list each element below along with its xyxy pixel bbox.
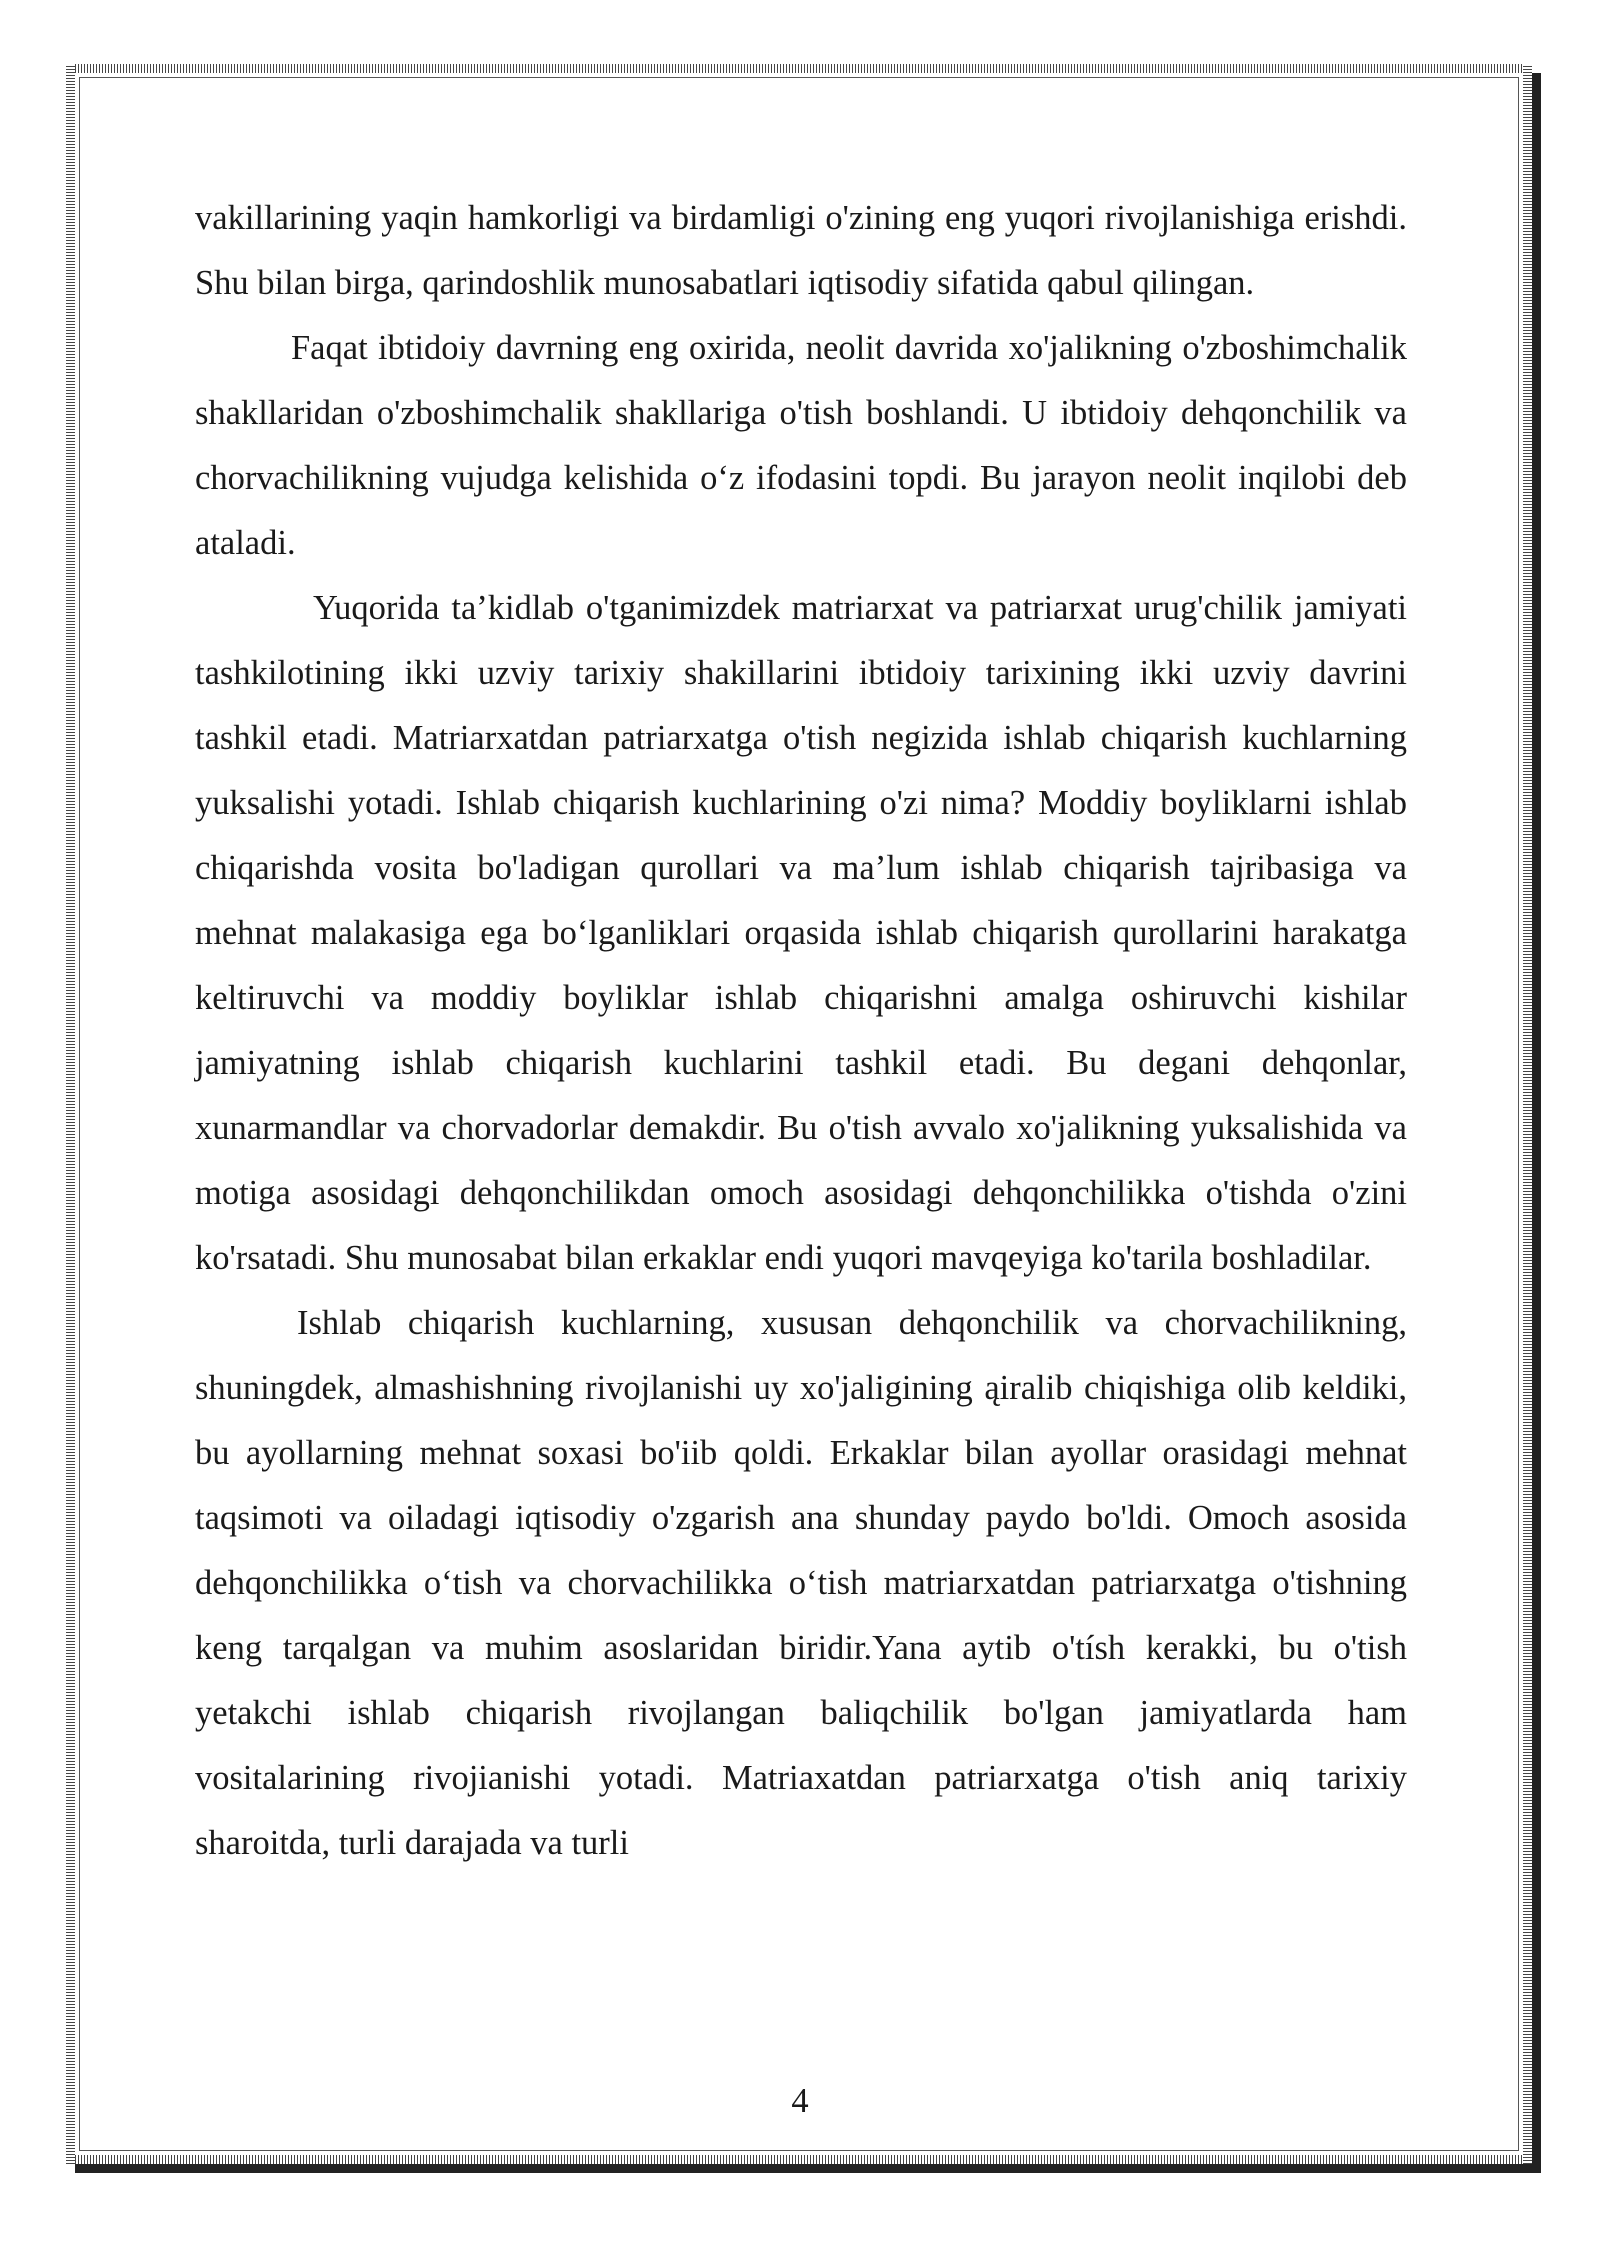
page-body (195, 186, 1407, 1876)
page-number: 4 (791, 2082, 809, 2120)
paragraph-1: vakillarining yaqin hamkorligi va birdamligi o'zining eng yuqori rivojlanishiga erishdi. Shu bilan birga, qarindoshlik munosabatlari iqtisodiy sifatida qabul qilingan. (195, 199, 1407, 302)
paragraph-2: Faqat ibtidoiy davrning eng oxirida, neolit davrida xo'jalikning o'zboshimchalik shakllaridan o'zboshimchalik shakllariga o'tish boshlandi. U ibtidoiy dehqonchilik va chorvachilikning vujudga kelishida o‘z ifodasini topdi. Bu jarayon neolit inqilobi deb ataladi. (195, 329, 1407, 562)
paragraph-4: Ishlab chiqarish kuchlarning, xususan dehqonchilik va chorvachilikning, shuningdek, almashishning rivojlanishi uy xo'jaligining ąiralib chiqishiga olib keldiki, bu ayollarning mehnat soxasi bo'iib qoldi. Erkaklar bilan ayollar orasidagi mehnat taqsimoti va oiladagi iqtisodiy o'zgarish ana shunday paydo bo'ldi. Omoch asosida dehqonchilikka o‘tish va chorvachilikka o‘tish matriarxatdan patriarxatga o'tishning keng tarqalgan va muhim asoslaridan biridir.Yana aytib o'tísh kerakki, bu o'tish yetakchi ishlab chiqarish rivojlangan baliqchilik bo'lgan jamiyatlarda ham vositalarining rivojianishi yotadi. Matriaxatdan patriarxatga o'tish aniq tarixiy sharoitda, turli darajada va turli (195, 1304, 1407, 1862)
paragraph-3: Yuqorida ta’kidlab o'tganimizdek matriarxat va patriarxat urug'chilik jamiyati tashkilotining ikki uzviy tarixiy shakillarini ibtidoiy tarixining ikki uzviy davrini tashkil etadi. Matriarxatdan patriarxatga o'tish negizida ishlab chiqarish kuchlarning yuksalishi yotadi. Ishlab chiqarish kuchlarining o'zi nima? Moddiy boyliklarni ishlab chiqarishda vosita bo'ladigan qurollari va ma’lum ishlab chiqarish tajribasiga va mehnat malakasiga ega bo‘lganliklari orqasida ishlab chiqarish qurollarini harakatga keltiruvchi va moddiy boyliklar ishlab chiqarishni amalga oshiruvchi kishilar jamiyatning ishlab chiqarish kuchlarini tashkil etadi. Bu degani dehqonlar, xunarmandlar va chorvadorlar demakdir. Bu o'tish avvalo xo'jalikning yuksalishida va motiga asosidagi dehqonchilikdan omoch asosidagi dehqonchilikka o'tishda o'zini ko'rsatadi. Shu munosabat bilan erkaklar endi yuqori mavqeyiga ko'tarila boshladilar. (195, 589, 1407, 1277)
